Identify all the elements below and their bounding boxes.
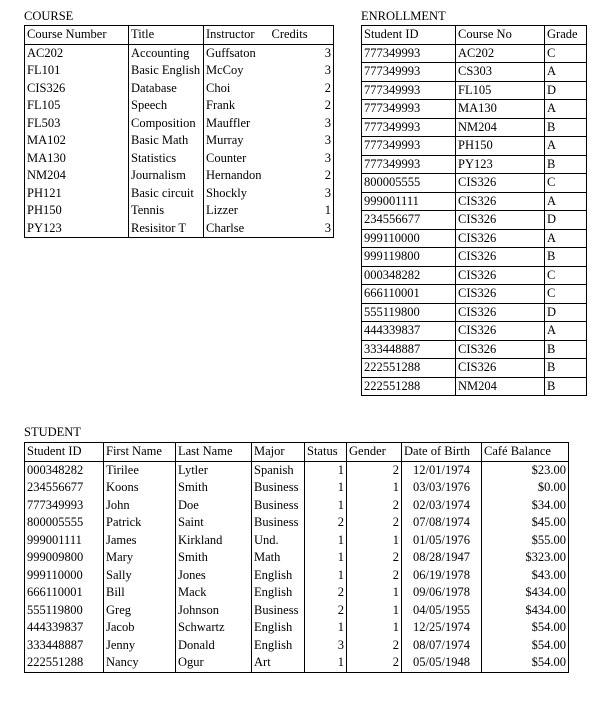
student-header-row bbox=[25, 443, 569, 462]
course-cell: FL105 bbox=[27, 98, 61, 112]
enrollment-table-title: ENROLLMENT bbox=[361, 9, 446, 23]
course-cell: 2 bbox=[324, 168, 331, 182]
enrollment-cell: 777349993 bbox=[362, 137, 456, 156]
course-cell: 2 bbox=[324, 98, 331, 112]
student-cell: 2 bbox=[347, 514, 402, 532]
enrollment-cell: C bbox=[545, 44, 587, 63]
student-cell: 1 bbox=[305, 654, 347, 672]
enrollment-cell: CIS326 bbox=[456, 211, 545, 230]
course-cell: Journalism bbox=[129, 167, 204, 185]
enrollment-row bbox=[362, 155, 587, 174]
student-col-cafe-balance: Café Balance bbox=[482, 443, 569, 462]
course-cell: Accounting bbox=[129, 44, 204, 62]
course-table-body bbox=[25, 44, 334, 238]
enrollment-cell: 234556677 bbox=[362, 211, 456, 230]
enrollment-cell: 222551288 bbox=[362, 377, 456, 396]
student-row bbox=[25, 479, 569, 497]
enrollment-cell: 222551288 bbox=[362, 359, 456, 378]
student-cell: Koons bbox=[104, 479, 176, 497]
student-table-title: STUDENT bbox=[24, 425, 81, 439]
enrollment-row bbox=[362, 248, 587, 267]
student-cell: Jacob bbox=[104, 619, 176, 637]
enrollment-row bbox=[362, 63, 587, 82]
student-cell: Art bbox=[252, 654, 305, 672]
student-cell: 2 bbox=[347, 461, 402, 479]
course-row bbox=[25, 150, 334, 168]
enrollment-cell: 777349993 bbox=[362, 118, 456, 137]
student-cell: 1 bbox=[305, 567, 347, 585]
student-cell: Bill bbox=[104, 584, 176, 602]
course-cell: FL101 bbox=[27, 63, 61, 77]
enrollment-row bbox=[362, 211, 587, 230]
student-cell: 3 bbox=[305, 637, 347, 655]
enrollment-cell: A bbox=[545, 229, 587, 248]
student-cell: English bbox=[252, 637, 305, 655]
student-cell: Ogur bbox=[176, 654, 252, 672]
student-cell: 999110000 bbox=[27, 567, 83, 582]
student-cell: $54.00 bbox=[482, 637, 569, 655]
student-col-status: Status bbox=[305, 443, 347, 462]
student-cell: 2 bbox=[347, 637, 402, 655]
student-cell: Doe bbox=[176, 497, 252, 515]
enrollment-cell: A bbox=[545, 192, 587, 211]
student-cell: Business bbox=[252, 479, 305, 497]
enrollment-cell: FL105 bbox=[456, 81, 545, 100]
course-cell: Basic English bbox=[129, 62, 204, 80]
course-cell: Composition bbox=[129, 115, 204, 133]
student-cell: 1 bbox=[305, 479, 347, 497]
student-cell: Mack bbox=[176, 584, 252, 602]
student-cell: 800005555 bbox=[27, 515, 84, 529]
enrollment-row bbox=[362, 137, 587, 156]
student-cell: Business bbox=[252, 497, 305, 515]
student-cell: 222551288 bbox=[27, 655, 84, 669]
course-cell: Frank bbox=[204, 97, 270, 115]
course-cell: 3 bbox=[324, 133, 331, 147]
student-cell: $23.00 bbox=[482, 461, 569, 479]
enrollment-cell: 777349993 bbox=[362, 63, 456, 82]
enrollment-table bbox=[361, 25, 587, 396]
enrollment-cell: 777349993 bbox=[362, 44, 456, 63]
enrollment-cell: A bbox=[545, 137, 587, 156]
enrollment-row bbox=[362, 81, 587, 100]
course-cell: FL503 bbox=[27, 115, 61, 130]
student-cell: James bbox=[104, 532, 176, 550]
course-row bbox=[25, 80, 334, 98]
enrollment-cell: CIS326 bbox=[456, 303, 545, 322]
student-cell: 2 bbox=[347, 497, 402, 515]
student-cell: Saint bbox=[176, 514, 252, 532]
enrollment-cell: CIS326 bbox=[456, 174, 545, 193]
course-table-title: COURSE bbox=[24, 9, 74, 23]
student-cell: Business bbox=[252, 602, 305, 620]
student-cell: 234556677 bbox=[27, 480, 84, 494]
course-cell: MA130 bbox=[27, 150, 66, 165]
student-cell: 2 bbox=[305, 602, 347, 620]
student-col-first-name: First Name bbox=[104, 443, 176, 462]
course-cell: Choi bbox=[204, 80, 270, 98]
course-cell: PH121 bbox=[27, 185, 62, 200]
student-cell: 1 bbox=[347, 584, 402, 602]
enrollment-row bbox=[362, 174, 587, 193]
course-cell: Resisitor T bbox=[129, 220, 204, 238]
student-row bbox=[25, 532, 569, 550]
enrollment-row bbox=[362, 44, 587, 63]
student-cell: Lytler bbox=[176, 461, 252, 479]
enrollment-row bbox=[362, 266, 587, 285]
course-row bbox=[25, 132, 334, 150]
student-table bbox=[24, 442, 569, 673]
enrollment-cell: B bbox=[545, 359, 587, 378]
enrollment-row bbox=[362, 377, 587, 396]
student-cell: 05/05/1948 bbox=[402, 654, 482, 672]
student-col-last-name: Last Name bbox=[176, 443, 252, 462]
enrollment-cell: A bbox=[545, 322, 587, 341]
course-cell: 3 bbox=[324, 45, 331, 60]
student-cell: 333448887 bbox=[27, 637, 84, 652]
student-row bbox=[25, 584, 569, 602]
enrollment-cell: C bbox=[545, 285, 587, 304]
enrollment-cell: B bbox=[545, 377, 587, 396]
enrollment-cell: CIS326 bbox=[456, 285, 545, 304]
enrollment-cell: CIS326 bbox=[456, 340, 545, 359]
course-cell: Charlse bbox=[204, 220, 270, 238]
enrollment-cell: A bbox=[545, 100, 587, 119]
course-cell: Basic circuit bbox=[129, 185, 204, 203]
student-cell: $45.00 bbox=[482, 514, 569, 532]
student-cell: 09/06/1978 bbox=[402, 584, 482, 602]
student-col-gender: Gender bbox=[347, 443, 402, 462]
student-cell: Spanish bbox=[252, 461, 305, 479]
student-cell: 1 bbox=[305, 619, 347, 637]
course-row bbox=[25, 44, 334, 62]
student-cell: 1 bbox=[305, 532, 347, 550]
student-cell: 06/19/1978 bbox=[402, 567, 482, 585]
student-cell: Math bbox=[252, 549, 305, 567]
course-row bbox=[25, 185, 334, 203]
course-cell: Lizzer bbox=[204, 202, 270, 220]
student-row bbox=[25, 637, 569, 655]
course-header-row bbox=[25, 26, 334, 45]
course-col-credits: Credits bbox=[270, 26, 334, 45]
student-cell: Und. bbox=[252, 532, 305, 550]
student-cell: 02/03/1974 bbox=[402, 497, 482, 515]
student-cell: Kirkland bbox=[176, 532, 252, 550]
student-cell: 1 bbox=[347, 532, 402, 550]
course-row bbox=[25, 115, 334, 133]
student-col-major: Major bbox=[252, 443, 305, 462]
enrollment-row bbox=[362, 340, 587, 359]
student-cell: 2 bbox=[305, 514, 347, 532]
student-cell: $54.00 bbox=[482, 619, 569, 637]
enrollment-cell: CIS326 bbox=[456, 192, 545, 211]
enrollment-cell: B bbox=[545, 155, 587, 174]
student-cell: 12/25/1974 bbox=[402, 619, 482, 637]
student-cell: 2 bbox=[305, 584, 347, 602]
student-cell: English bbox=[252, 619, 305, 637]
enrollment-cell: 777349993 bbox=[362, 155, 456, 174]
enrollment-cell: 444339837 bbox=[362, 322, 456, 341]
enrollment-cell: B bbox=[545, 118, 587, 137]
enrollment-cell: 777349993 bbox=[362, 100, 456, 119]
enrollment-row bbox=[362, 303, 587, 322]
enrollment-cell: NM204 bbox=[456, 377, 545, 396]
enrollment-cell: 999110000 bbox=[362, 229, 456, 248]
enrollment-cell: C bbox=[545, 266, 587, 285]
student-col-id: Student ID bbox=[25, 443, 104, 462]
enrollment-cell: 999001111 bbox=[362, 192, 456, 211]
student-cell: 1 bbox=[347, 479, 402, 497]
course-cell: PH150 bbox=[27, 203, 62, 217]
enrollment-cell: CIS326 bbox=[456, 322, 545, 341]
enrollment-cell: CIS326 bbox=[456, 266, 545, 285]
enrollment-cell: C bbox=[545, 174, 587, 193]
enrollment-header-row bbox=[362, 26, 587, 45]
course-cell: Mauffler bbox=[204, 115, 270, 133]
enrollment-cell: B bbox=[545, 340, 587, 359]
student-cell: 777349993 bbox=[27, 497, 84, 512]
student-cell: English bbox=[252, 584, 305, 602]
student-row bbox=[25, 514, 569, 532]
course-cell: CIS326 bbox=[27, 80, 66, 95]
student-cell: Smith bbox=[176, 549, 252, 567]
student-cell: Jenny bbox=[104, 637, 176, 655]
student-cell: 666110001 bbox=[27, 585, 83, 599]
student-cell: Business bbox=[252, 514, 305, 532]
student-cell: $323.00 bbox=[482, 549, 569, 567]
course-cell: 1 bbox=[324, 203, 331, 217]
enrollment-cell: 333448887 bbox=[362, 340, 456, 359]
student-cell: $434.00 bbox=[482, 584, 569, 602]
enrollment-table-body bbox=[362, 44, 587, 396]
student-table-body bbox=[25, 461, 569, 672]
enrollment-col-grade: Grade bbox=[545, 26, 587, 45]
student-row bbox=[25, 654, 569, 672]
enrollment-cell: 555119800 bbox=[362, 303, 456, 322]
enrollment-cell: CIS326 bbox=[456, 359, 545, 378]
enrollment-cell: CS303 bbox=[456, 63, 545, 82]
student-cell: $34.00 bbox=[482, 497, 569, 515]
enrollment-cell: 777349993 bbox=[362, 81, 456, 100]
enrollment-cell: NM204 bbox=[456, 118, 545, 137]
course-cell: Guffsaton bbox=[204, 44, 270, 62]
enrollment-col-course-no: Course No bbox=[456, 26, 545, 45]
student-cell: 2 bbox=[347, 549, 402, 567]
enrollment-cell: PH150 bbox=[456, 137, 545, 156]
course-col-instructor: Instructor bbox=[204, 26, 270, 45]
course-cell: NM204 bbox=[27, 168, 66, 182]
course-cell: McCoy bbox=[204, 62, 270, 80]
student-cell: Smith bbox=[176, 479, 252, 497]
student-cell: Johnson bbox=[176, 602, 252, 620]
student-cell: 444339837 bbox=[27, 620, 84, 634]
course-cell: Database bbox=[129, 80, 204, 98]
student-cell: 2 bbox=[347, 654, 402, 672]
enrollment-row bbox=[362, 192, 587, 211]
student-cell: 1 bbox=[305, 497, 347, 515]
student-row bbox=[25, 567, 569, 585]
course-cell: 3 bbox=[324, 63, 331, 77]
student-row bbox=[25, 549, 569, 567]
student-cell: 1 bbox=[347, 602, 402, 620]
enrollment-cell: D bbox=[545, 303, 587, 322]
student-cell: 04/05/1955 bbox=[402, 602, 482, 620]
student-cell: Donald bbox=[176, 637, 252, 655]
course-row bbox=[25, 62, 334, 80]
course-table bbox=[24, 25, 334, 238]
student-cell: 000348282 bbox=[27, 462, 84, 477]
enrollment-cell: AC202 bbox=[456, 44, 545, 63]
enrollment-cell: 999119800 bbox=[362, 248, 456, 267]
student-cell: Greg bbox=[104, 602, 176, 620]
course-cell: 3 bbox=[324, 115, 331, 130]
enrollment-row bbox=[362, 359, 587, 378]
enrollment-cell: 666110001 bbox=[362, 285, 456, 304]
student-row bbox=[25, 602, 569, 620]
course-cell: Murray bbox=[204, 132, 270, 150]
enrollment-cell: 800005555 bbox=[362, 174, 456, 193]
student-row bbox=[25, 461, 569, 479]
course-row bbox=[25, 167, 334, 185]
course-row bbox=[25, 97, 334, 115]
course-cell: Tennis bbox=[129, 202, 204, 220]
student-cell: Mary bbox=[104, 549, 176, 567]
student-cell: Nancy bbox=[104, 654, 176, 672]
enrollment-row bbox=[362, 100, 587, 119]
student-cell: 01/05/1976 bbox=[402, 532, 482, 550]
course-cell: Speech bbox=[129, 97, 204, 115]
student-cell: $54.00 bbox=[482, 654, 569, 672]
student-cell: 08/28/1947 bbox=[402, 549, 482, 567]
enrollment-cell: D bbox=[545, 211, 587, 230]
student-cell: Schwartz bbox=[176, 619, 252, 637]
student-cell: 12/01/1974 bbox=[402, 461, 482, 479]
enrollment-cell: B bbox=[545, 248, 587, 267]
enrollment-cell: CIS326 bbox=[456, 229, 545, 248]
student-row bbox=[25, 619, 569, 637]
course-cell: AC202 bbox=[27, 45, 64, 60]
student-cell: $0.00 bbox=[482, 479, 569, 497]
student-row bbox=[25, 497, 569, 515]
student-cell: 999001111 bbox=[27, 532, 82, 547]
student-cell: $55.00 bbox=[482, 532, 569, 550]
course-cell: Hernandon bbox=[204, 167, 270, 185]
course-row bbox=[25, 202, 334, 220]
course-col-title: Title bbox=[129, 26, 204, 45]
enrollment-cell: CIS326 bbox=[456, 248, 545, 267]
enrollment-cell: 000348282 bbox=[362, 266, 456, 285]
student-cell: 1 bbox=[305, 461, 347, 479]
student-cell: 555119800 bbox=[27, 602, 83, 617]
student-cell: $43.00 bbox=[482, 567, 569, 585]
course-cell: Basic Math bbox=[129, 132, 204, 150]
enrollment-cell: D bbox=[545, 81, 587, 100]
enrollment-row bbox=[362, 229, 587, 248]
course-cell: Statistics bbox=[129, 150, 204, 168]
student-cell: 07/08/1974 bbox=[402, 514, 482, 532]
course-cell: PY123 bbox=[27, 220, 62, 235]
student-cell: Patrick bbox=[104, 514, 176, 532]
student-cell: Tirilee bbox=[104, 461, 176, 479]
enrollment-cell: A bbox=[545, 63, 587, 82]
student-cell: 2 bbox=[347, 567, 402, 585]
student-cell: 08/07/1974 bbox=[402, 637, 482, 655]
enrollment-col-student-id: Student ID bbox=[362, 26, 456, 45]
enrollment-row bbox=[362, 285, 587, 304]
student-cell: 03/03/1976 bbox=[402, 479, 482, 497]
student-cell: 999009800 bbox=[27, 550, 84, 564]
course-cell: 2 bbox=[324, 80, 331, 95]
student-cell: Sally bbox=[104, 567, 176, 585]
enrollment-row bbox=[362, 118, 587, 137]
course-row bbox=[25, 220, 334, 238]
course-col-number: Course Number bbox=[25, 26, 129, 45]
student-cell: Jones bbox=[176, 567, 252, 585]
course-cell: MA102 bbox=[27, 133, 66, 147]
enrollment-cell: PY123 bbox=[456, 155, 545, 174]
student-cell: 1 bbox=[347, 619, 402, 637]
student-cell: John bbox=[104, 497, 176, 515]
course-cell: Counter bbox=[204, 150, 270, 168]
course-cell: 3 bbox=[324, 150, 331, 165]
student-cell: 1 bbox=[305, 549, 347, 567]
course-cell: Shockly bbox=[204, 185, 270, 203]
student-cell: English bbox=[252, 567, 305, 585]
enrollment-row bbox=[362, 322, 587, 341]
course-cell: 3 bbox=[324, 220, 331, 235]
student-col-dob: Date of Birth bbox=[402, 443, 482, 462]
course-cell: 3 bbox=[324, 185, 331, 200]
enrollment-cell: MA130 bbox=[456, 100, 545, 119]
student-cell: $434.00 bbox=[482, 602, 569, 620]
